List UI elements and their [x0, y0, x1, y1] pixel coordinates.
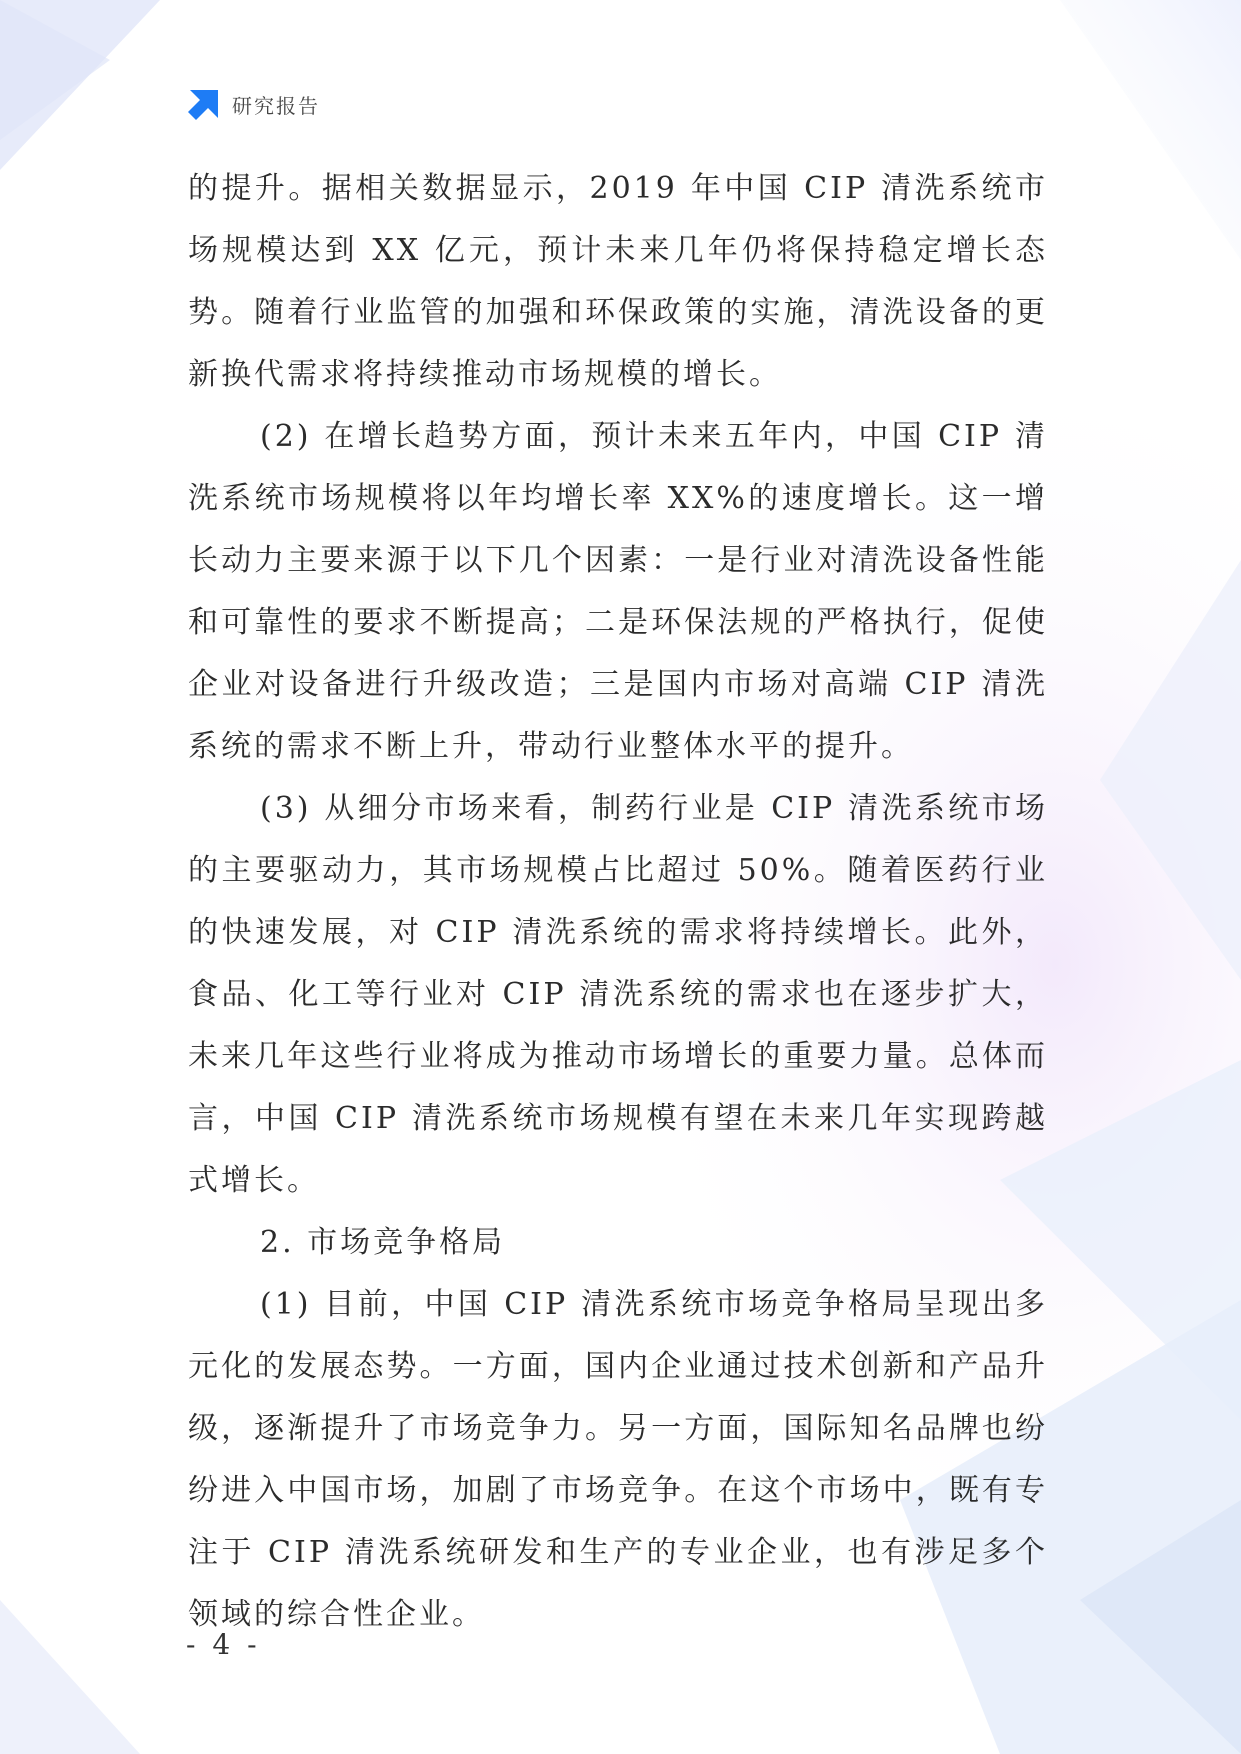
arrow-up-right-icon [186, 86, 222, 122]
page-number: - 4 - [186, 1628, 261, 1661]
report-body [188, 158, 1048, 1646]
paragraph-segment-market: (3) 从细分市场来看，制药行业是 CIP 清洗系统市场的主要驱动力，其市场规模占比超过 50%。随着医药行业的快速发展，对 CIP 清洗系统的需求将持续增长。此外，食品、化工等行业对 CIP 清洗系统的需求也在逐步扩大，未来几年这些行业将成为推动市场增长的重要力量。总体而言，中国 CIP 清洗系统市场规模有望在未来几年实现跨越式增长。 [188, 791, 1048, 1198]
report-header [186, 86, 320, 122]
paragraph-competition: (1) 目前，中国 CIP 清洗系统市场竞争格局呈现出多元化的发展态势。一方面，国内企业通过技术创新和产品升级，逐渐提升了市场竞争力。另一方面，国际知名品牌也纷纷进入中国市场，加剧了市场竞争。在这个市场中，既有专注于 CIP 清洗系统研发和生产的专业企业，也有涉足多个领域的综合性企业。 [188, 1287, 1048, 1632]
paragraph-market-size: 的提升。据相关数据显示，2019 年中国 CIP 清洗系统市场规模达到 XX 亿元，预计未来几年仍将保持稳定增长态势。随着行业监管的加强和环保政策的实施，清洗设备的更新换代需求将持续推动市场规模的增长。 [188, 171, 1048, 392]
paragraph-growth-trend: (2) 在增长趋势方面，预计未来五年内，中国 CIP 清洗系统市场规模将以年均增长率 XX%的速度增长。这一增长动力主要来源于以下几个因素：一是行业对清洗设备性能和可靠性的要求不断提高；二是环保法规的严格执行，促使企业对设备进行升级改造；三是国内市场对高端 CIP 清洗系统的需求不断上升，带动行业整体水平的提升。 [188, 419, 1048, 764]
report-header-title: 研究报告 [232, 93, 320, 118]
section-heading-competition: 2. 市场竞争格局 [260, 1225, 506, 1260]
